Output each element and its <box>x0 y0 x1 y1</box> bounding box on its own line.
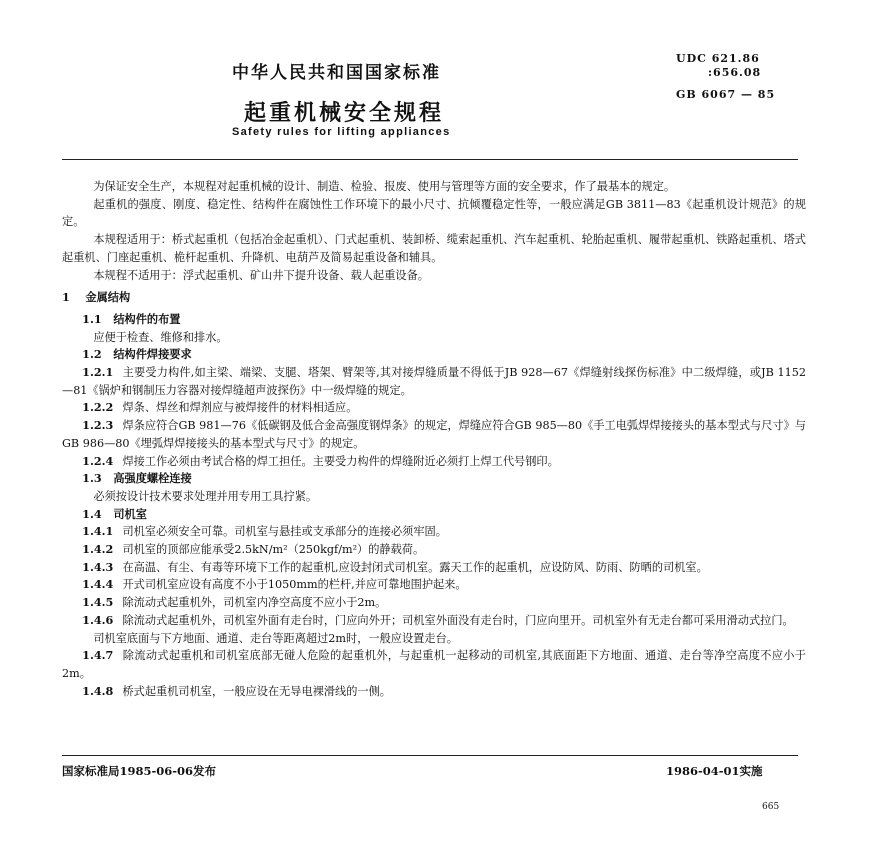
subsection-title: 高强度螺栓连接 <box>113 471 192 486</box>
header-divider <box>62 159 798 160</box>
clause-text: 除流动式起重机外，司机室内净空高度不应小于2m。 <box>122 596 387 610</box>
intro-paragraph: 起重机的强度、刚度、稳定性、结构件在腐蚀性工作环境下的最小尺寸、抗倾覆稳定性等，一般应满足GB 3811—83《起重机设计规范》的规定。 <box>62 197 806 229</box>
clause <box>62 417 806 452</box>
clause-number: 1.2.4 <box>82 453 114 468</box>
subsection-number: 1.2 <box>82 347 102 362</box>
clause <box>62 576 806 594</box>
udc-code-line2: :656.08 <box>708 66 762 79</box>
clause <box>62 399 806 417</box>
clause-text: 焊接工作必须由考试合格的焊工担任。主要受力构件的焊缝附近必须打上焊工代号钢印。 <box>122 454 559 468</box>
clause-number: 1.4.1 <box>82 524 114 539</box>
clause <box>62 559 806 577</box>
clause-number: 1.4.5 <box>82 595 114 610</box>
issuing-authority-heading: 中华人民共和国国家标准 <box>232 63 441 83</box>
footer-divider <box>62 755 798 756</box>
clause-text: 主要受力构件,如主梁、端梁、支腿、塔架、臂架等,其对接焊缝质量不得低于JB 928—67《焊缝射线探伤标准》中二级焊缝，或JB 1152—81《锅炉和钢制压力容器对接焊缝超声波探伤》中一级焊缝的规定。 <box>62 366 806 397</box>
clause-number: 1.4.2 <box>82 542 114 557</box>
udc-code-line1: UDC 621.86 <box>676 52 760 65</box>
clause-number: 1.2.2 <box>82 400 114 415</box>
clause-number: 1.4.8 <box>82 683 114 698</box>
clause-text: 在高温、有尘、有毒等环境下工作的起重机,应设封闭式司机室。露天工作的起重机，应设防风、防雨、防晒的司机室。 <box>122 560 708 574</box>
clause-text: 除流动式起重机外，司机室外面有走台时，门应向外开；司机室外面没有走台时，门应向里开。司机室外有无走台都可采用滑动式拉门。 <box>122 613 794 627</box>
clause <box>62 541 806 559</box>
intro-paragraph: 为保证安全生产，本规程对起重机械的设计、制造、检验、报废、使用与管理等方面的安全要求，作了最基本的规定。 <box>93 180 676 193</box>
gb-standard-code: GB 6067 — 85 <box>676 88 776 101</box>
clause-text: 必须按设计技术要求处理并用专用工具拧紧。 <box>93 489 318 503</box>
subsection-heading <box>62 470 806 488</box>
document-body <box>62 178 806 700</box>
document-title: 起重机械安全规程 <box>244 101 445 126</box>
intro-paragraph: 本规程不适用于：浮式起重机、矿山井下提升设备、载人起重设备。 <box>93 268 429 282</box>
intro-paragraph: 本规程适用于：桥式起重机（包括冶金起重机）、门式起重机、装卸桥、缆索起重机、汽车起重机、轮胎起重机、履带起重机、铁路起重机、塔式起重机、门座起重机、桅杆起重机、升降机、电葫芦及简易起重设备和辅具。 <box>62 233 806 264</box>
subsection-heading <box>62 311 806 329</box>
clause-text: 应便于检查、维修和排水。 <box>93 330 228 344</box>
clause-number: 1.2.1 <box>82 365 114 380</box>
issue-date: 国家标准局1985-06-06发布 <box>62 764 217 778</box>
clause-number: 1.2.3 <box>82 418 114 433</box>
english-subtitle: Safety rules for lifting appliances <box>232 126 451 138</box>
clause-number: 1.4.4 <box>82 577 114 592</box>
subsection-heading <box>62 346 806 364</box>
clause-text: 开式司机室应设有高度不小于1050mm的栏杆,并应可靠地围护起来。 <box>122 578 467 592</box>
clause-text: 司机室的顶部应能承受2.5kN/m²（250kgf/m²）的静载荷。 <box>122 543 425 557</box>
section-number: 1 <box>62 290 70 305</box>
clause <box>62 523 806 541</box>
clause <box>62 683 806 701</box>
clause-text: 焊条、焊丝和焊剂应与被焊接件的材料相适应。 <box>122 401 358 415</box>
section-title: 金属结构 <box>85 290 131 305</box>
page-number: 665 <box>762 802 780 812</box>
clause <box>62 364 806 399</box>
clause <box>62 453 806 471</box>
clause <box>62 647 806 682</box>
section-heading <box>62 289 806 307</box>
clause-number: 1.4.6 <box>82 612 114 627</box>
clause <box>62 594 806 612</box>
subsection-title: 结构件焊接要求 <box>113 347 192 362</box>
clause-number: 1.4.7 <box>82 648 114 663</box>
clause-text: 焊条应符合GB 981—76《低碳钢及低合金高强度钢焊条》的规定，焊缝应符合GB 985—80《手工电弧焊焊接接头的基本型式与尺寸》与GB 986—80《埋弧焊焊接接头的基本型式与尺寸》的规定。 <box>62 419 806 450</box>
subsection-number: 1.4 <box>82 506 102 521</box>
clause-text: 司机室底面与下方地面、通道、走台等距离超过2m时，一般应设置走台。 <box>93 631 458 645</box>
subsection-number: 1.3 <box>82 471 102 486</box>
clause-text: 司机室必须安全可靠。司机室与悬挂或支承部分的连接必须牢固。 <box>122 525 447 539</box>
subsection-title: 司机室 <box>113 506 147 521</box>
subsection-heading <box>62 506 806 524</box>
subsection-title: 结构件的布置 <box>113 311 181 326</box>
clause-number: 1.4.3 <box>82 559 114 574</box>
clause-text: 除流动式起重机和司机室底部无碰人危险的起重机外，与起重机一起移动的司机室,其底面距下方地面、通道、走台等净空高度不应小于2m。 <box>62 649 806 680</box>
clause <box>62 612 806 630</box>
implementation-date: 1986-04-01实施 <box>666 764 763 778</box>
clause-text: 桥式起重机司机室，一般应设在无导电裸滑线的一侧。 <box>122 684 391 698</box>
subsection-number: 1.1 <box>82 311 102 326</box>
